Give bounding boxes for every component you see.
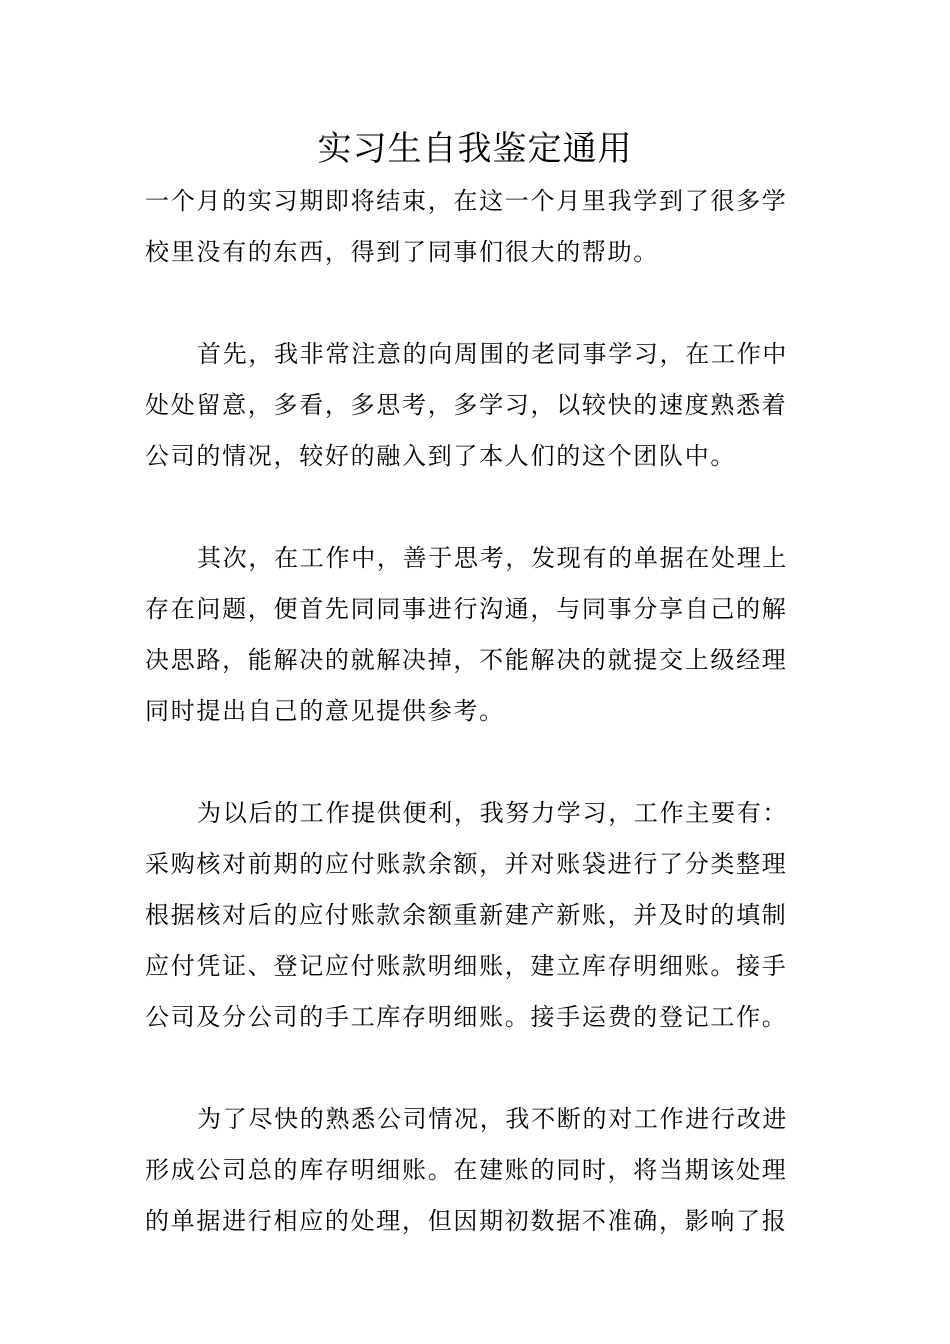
text-line: 为了尽快的熟悉公司情况，我不断的对工作进行改进 [197,1105,789,1133]
text-line: 同时提出自己的意见提供参考。 [145,697,505,725]
document-title: 实习生自我鉴定通用 [317,129,633,169]
text-line: 形成公司总的库存明细账。在建账的同时，将当期该处理 [145,1156,788,1184]
paragraph-5 [145,1094,810,1247]
text-line: 存在问题，便首先同同事进行沟通，与同事分享自己的解 [145,595,788,623]
document-body [145,176,810,1247]
text-line: 校里没有的东西，得到了同事们很大的帮助。 [145,238,659,266]
text-line: 公司及分公司的手工库存明细账。接手运费的登记工作。 [145,1003,788,1031]
text-line: 首先，我非常注意的向周围的老同事学习，在工作中 [197,340,789,368]
text-line: 应付凭证、登记应付账款明细账，建立库存明细账。接手 [145,952,788,980]
text-line: 其次，在工作中，善于思考，发现有的单据在处理上 [197,544,789,572]
paragraph-1 [145,176,810,278]
paragraph-3 [145,533,810,737]
paragraph-2 [145,329,810,482]
text-line: 为以后的工作提供便利，我努力学习，工作主要有： [197,799,789,827]
text-line: 处处留意，多看，多思考，多学习，以较快的速度熟悉着 [145,391,788,419]
text-line: 根据核对后的应付账款余额重新建产新账，并及时的填制 [145,901,788,929]
text-line: 决思路，能解决的就解决掉，不能解决的就提交上级经理 [145,646,788,674]
text-line: 一个月的实习期即将结束，在这一个月里我学到了很多学 [145,187,788,215]
text-line: 采购核对前期的应付账款余额，并对账袋进行了分类整理 [145,850,788,878]
text-line: 的单据进行相应的处理，但因期初数据不准确，影响了报 [145,1207,788,1235]
text-line: 公司的情况，较好的融入到了本人们的这个团队中。 [145,442,737,470]
paragraph-4 [145,788,810,1043]
